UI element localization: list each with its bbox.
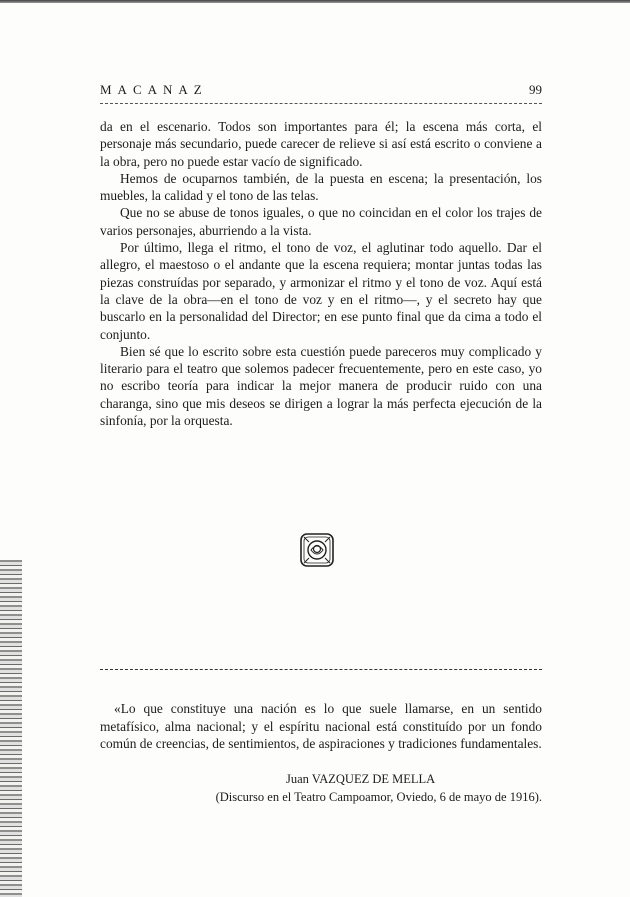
footer-rule <box>100 669 542 670</box>
quote-author: Juan VAZQUEZ DE MELLA <box>286 772 436 786</box>
paragraph-4: Por último, llega el ritmo, el tono de voz, el aglutinar todo aquello. Dar el allegro, el maestoso o el andante que la escena requiera; montar juntas todas las piezas construídas por separado, y armonizar el ritmo y el tono de voz. Aquí está la clave de la obra—en el tono de voz y en el ritmo—, y el secreto hay que buscarlo en la personalidad del Director; en ese punto final que da cima a todo el conjunto. <box>100 240 542 342</box>
page-binding-edge <box>0 560 22 897</box>
quote-block <box>100 700 542 753</box>
quote-source: (Discurso en el Teatro Campoamor, Oviedo, 6 de mayo de 1916). <box>215 790 542 804</box>
paragraph-5: Bien sé que lo escrito sobre esta cuestión puede pareceros muy complicado y literario para el teatro que solemos padecer frecuentemente, pero en este caso, yo no escribo teoría para indicar la mejor manera de producir ruido con una charanga, sino que mis deseos se dirigen a lograr la más perfecta ejecución de la sinfonía, por la orquesta. <box>100 343 542 429</box>
quote-text: «Lo que constituye una nación es lo que suele llamarse, en un sentido metafísico, alma nacional; y el espíritu nacional está constituído por un fondo común de creencias, de sentimientos, de aspiraciones y tradiciones fundamentales. <box>100 701 542 752</box>
paragraph-2: Hemos de ocuparnos también, de la puesta en escena; la presentación, los muebles, la calidad y el tono de las telas. <box>100 170 542 204</box>
page-top-edge <box>0 0 630 3</box>
paragraph-3: Que no se abuse de tonos iguales, o que no coincidan en el color los trajes de varios personajes, aburriendo a la vista. <box>100 205 542 238</box>
page-number: 99 <box>529 82 542 97</box>
body-text <box>100 118 542 429</box>
rose-ornament-icon <box>299 532 335 568</box>
header-rule <box>100 103 542 104</box>
running-title: MACANAZ <box>100 82 208 97</box>
paragraph-1: da en el escenario. Todos son importantes para él; la escena más corta, el personaje más secundario, puede carecer de relieve si así está escrito o conviene a la obra, pero no puede estar vacío de significado. <box>100 119 542 169</box>
